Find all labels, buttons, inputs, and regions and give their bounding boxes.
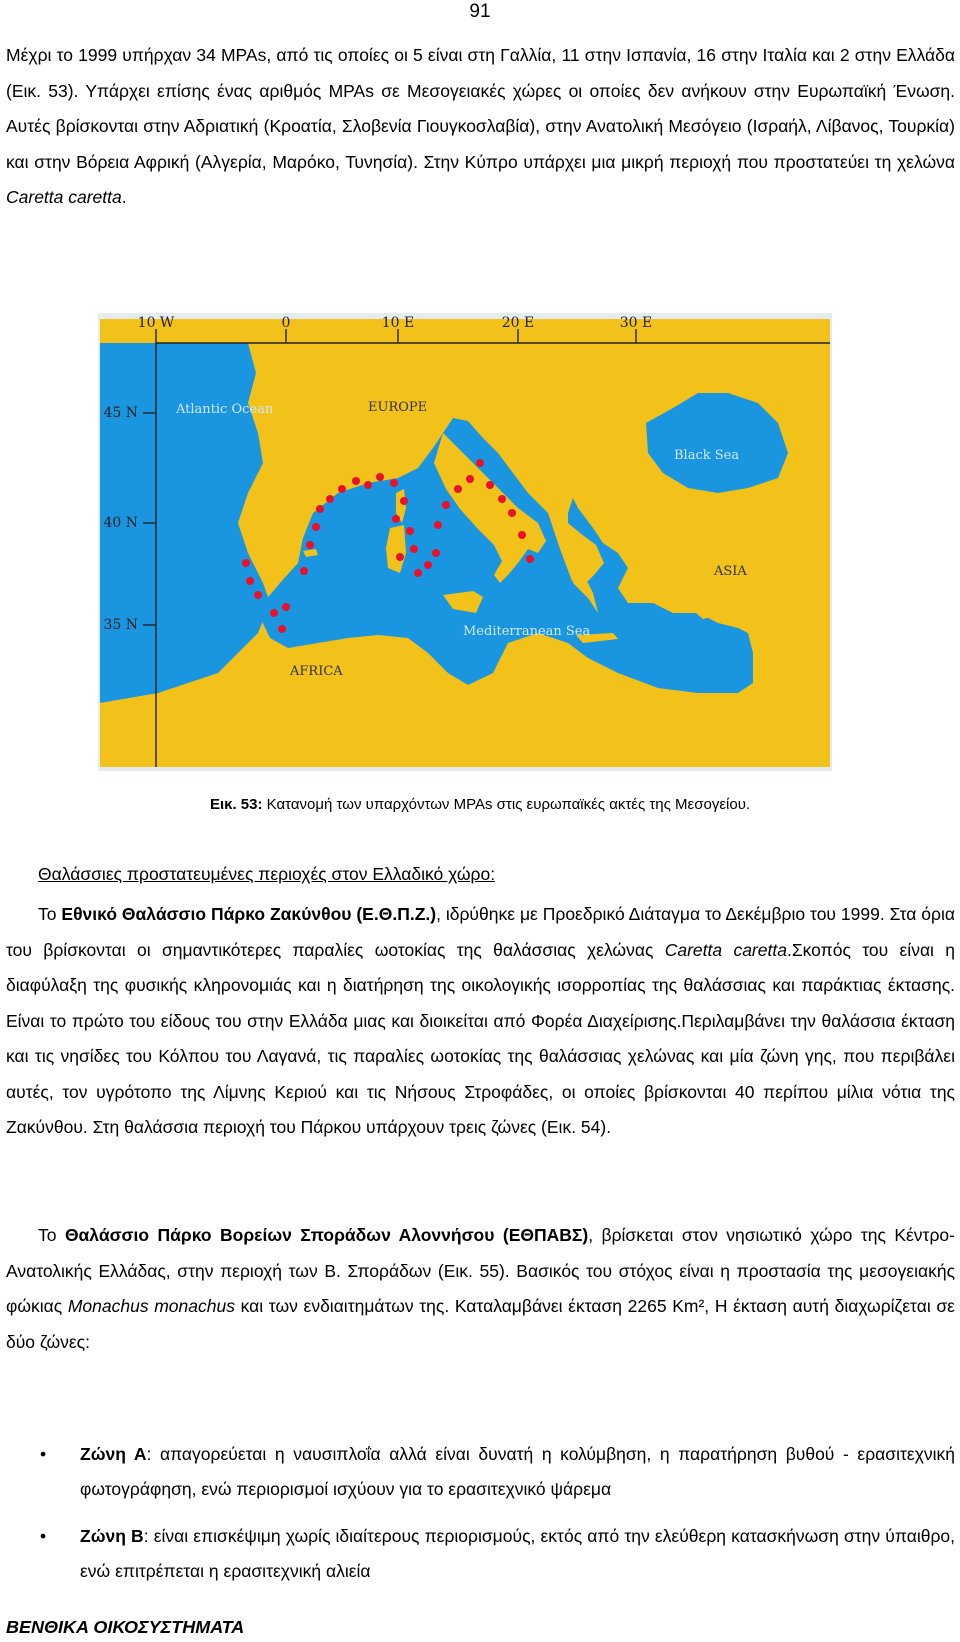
alonissos-text2: και των ενδιαιτημάτων της. Καταλαμβάνει έκταση 2265 Km², Η έκταση αυτή διαχωρίζεται σε δύο ζώνες:: [6, 1296, 955, 1352]
caption-label: Εικ. 53:: [209, 796, 263, 813]
mpa-map-figure: [98, 313, 832, 771]
lon-label-10e: 10 E: [381, 315, 415, 331]
mediterranean-map: [98, 313, 832, 771]
label-black-sea: Black Sea: [674, 448, 740, 463]
mpa-marker: [352, 477, 360, 485]
zone-label: Ζώνη Β: [80, 1526, 144, 1546]
mpa-marker: [312, 523, 320, 531]
mpa-marker: [434, 521, 442, 529]
label-europe: EUROPE: [368, 400, 428, 415]
mpa-marker: [400, 497, 408, 505]
mpa-marker: [526, 555, 534, 563]
mpa-marker: [508, 509, 516, 517]
zakynthos-species: Caretta caretta: [664, 939, 787, 960]
alonissos-paragraph: [6, 1218, 955, 1360]
zakynthos-pre: Το: [38, 904, 62, 924]
mpa-marker: [486, 481, 494, 489]
lat-label-45n: 45 N: [103, 405, 138, 421]
mpa-marker: [338, 485, 346, 493]
mpa-marker: [396, 553, 404, 561]
zone-text: απαγορεύεται η ναυσιπλοΐα αλλά είναι δυνατή η κολύμβηση, η παρατήρηση βυθού - ερασιτεχνική φωτογράφηση, ενώ περιορισμοί ισχύουν για το ερασιτεχνικό ψάρεμα: [80, 1444, 955, 1499]
mpa-marker: [326, 495, 334, 503]
intro-species: Caretta caretta: [6, 187, 122, 207]
bullet-icon: •: [40, 1444, 47, 1464]
mpa-marker: [278, 625, 286, 633]
mpa-marker: [454, 485, 462, 493]
lat-label-40n: 40 N: [103, 515, 138, 531]
label-africa: AFRICA: [290, 664, 343, 679]
zones-list: [40, 1437, 955, 1601]
caption-text: Κατανομή των υπαρχόντων MPAs στις ευρωπαϊκές ακτές της Μεσογείου.: [262, 796, 751, 813]
label-mediterranean-sea: Mediterranean Sea: [463, 624, 591, 639]
alonissos-species: Monachus monachus: [67, 1296, 235, 1316]
lat-label-35n: 35 N: [103, 617, 138, 633]
section-heading: Θαλάσσιες προστατευμένες περιοχές στον Ελλαδικό χώρο:: [38, 864, 496, 884]
lon-label-10w: 10 W: [137, 315, 175, 331]
lon-label-20e: 20 E: [501, 315, 535, 331]
mpa-marker: [518, 531, 526, 539]
figure-caption: [0, 795, 960, 815]
mpa-marker: [316, 505, 324, 513]
mpa-marker: [410, 545, 418, 553]
intro-end: .: [121, 187, 127, 207]
mpa-marker: [390, 479, 398, 487]
zakynthos-park-name: Εθνικό Θαλάσσιο Πάρκο Ζακύνθου (Ε.Θ.Π.Ζ.): [61, 904, 437, 924]
alonissos-text1: , βρίσκεται στον νησιωτικό χώρο της Κέντρο-Ανατολικής Ελλάδας, στην περιοχή των Β. Σποράδων (Εικ. 55). Βασικός του στόχος είναι η προστασία της μεσογειακής φώκιας: [6, 1225, 955, 1316]
label-asia: ASIA: [714, 564, 747, 579]
zone-text: είναι επισκέψιμη χωρίς ιδιαίτερους περιορισμούς, εκτός από την ελεύθερη κατασκήνωση στην ύπαιθρο, ενώ επιτρέπεται η ερασιτεχνική αλιεία: [80, 1526, 955, 1581]
mpa-marker: [300, 567, 308, 575]
mpa-marker: [270, 609, 278, 617]
mpa-marker: [254, 591, 262, 599]
alonissos-pre: Το: [38, 1225, 65, 1245]
mpa-marker: [376, 473, 384, 481]
mpa-marker: [414, 569, 422, 577]
label-atlantic-ocean: Atlantic Ocean: [176, 402, 274, 417]
zakynthos-paragraph: [6, 897, 955, 1146]
zone-label: Ζώνη Α: [80, 1444, 147, 1464]
mpa-marker: [392, 515, 400, 523]
intro-paragraph: [6, 38, 955, 216]
zone-item: [40, 1519, 955, 1589]
zone-item: [40, 1437, 955, 1507]
mpa-marker: [406, 527, 414, 535]
mpa-marker: [246, 577, 254, 585]
bullet-icon: •: [40, 1526, 47, 1546]
mpa-marker: [242, 559, 250, 567]
mpa-marker: [442, 501, 450, 509]
mpa-marker: [432, 549, 440, 557]
mpa-marker: [364, 481, 372, 489]
intro-text: Μέχρι το 1999 υπήρχαν 34 MPAs, από τις οποίες οι 5 είναι στη Γαλλία, 11 στην Ισπανία, 16 στην Ιταλία και 2 στην Ελλάδα (Εικ. 53). Υπάρχει επίσης ένας αριθμός MPAs σε Μεσογειακές χώρες οι οποίες δεν ανήκουν στην Ευρωπαϊκή Ένωση. Αυτές βρίσκονται στην Αδριατική (Κροατία, Σλοβενία Γιουγκοσλαβία), στην Ανατολική Μεσόγειο (Ισραήλ, Λίβανος, Τουρκία) και στην Βόρεια Αφρική (Αλγερία, Μαρόκο, Τυνησία). Στην Κύπρο υπάρχει μια μικρή περιοχή που προστατεύει τη χελώνα: [6, 45, 955, 172]
mpa-marker: [466, 475, 474, 483]
mpa-marker: [476, 459, 484, 467]
lon-label-0: 0: [281, 315, 291, 331]
zone-sep: :: [143, 1526, 154, 1546]
alonissos-park-name: Θαλάσσιο Πάρκο Βορείων Σποράδων Αλοννήσου (ΕΘΠΑΒΣ): [64, 1225, 589, 1245]
mpa-marker: [424, 561, 432, 569]
zone-sep: :: [146, 1444, 160, 1464]
mpa-marker: [306, 541, 314, 549]
zakynthos-text2: .Σκοπός του είναι η διαφύλαξη της φυσικής κληρονομιάς και η διατήρηση της οικολογικής ισορροπίας της θαλάσσιας και παράκτιας έκτασης. Είναι το πρώτο του είδους του στην Ελλάδα μιας και διοικείται από Φορέα Διαχείρισης.Περιλαμβάνει την θαλάσσια έκταση και τις νησίδες του Κόλπου του Λαγανά, τις παραλίες ωοτοκίας της θαλάσσιας χελώνας και μία ζώνη γης, που περιβάλει αυτές, τον υγρότοπο της Λίμνης Κεριού και τις Νήσους Στροφάδες, οι οποίες βρίσκονται 40 περίπου μίλια νότια της Ζακύνθου. Στη θαλάσσια περιοχή του Πάρκου υπάρχουν τρεις ζώνες (Εικ. 54).: [6, 939, 956, 1137]
lon-label-30e: 30 E: [619, 315, 653, 331]
footer-heading: ΒΕΝΘΙΚΑ ΟΙΚΟΣΥΣΤΗΜΑΤΑ: [6, 1617, 245, 1637]
page-number: 91: [469, 1, 491, 22]
mpa-marker: [498, 495, 506, 503]
mpa-marker: [282, 603, 290, 611]
zakynthos-text1: , ιδρύθηκε με Προεδρικό Διάταγμα το Δεκέμβριο του 1999. Στα όρια του βρίσκονται οι σημαντικότερες παραλίες ωοτοκίας της θαλάσσιας χελώνας: [6, 904, 955, 960]
